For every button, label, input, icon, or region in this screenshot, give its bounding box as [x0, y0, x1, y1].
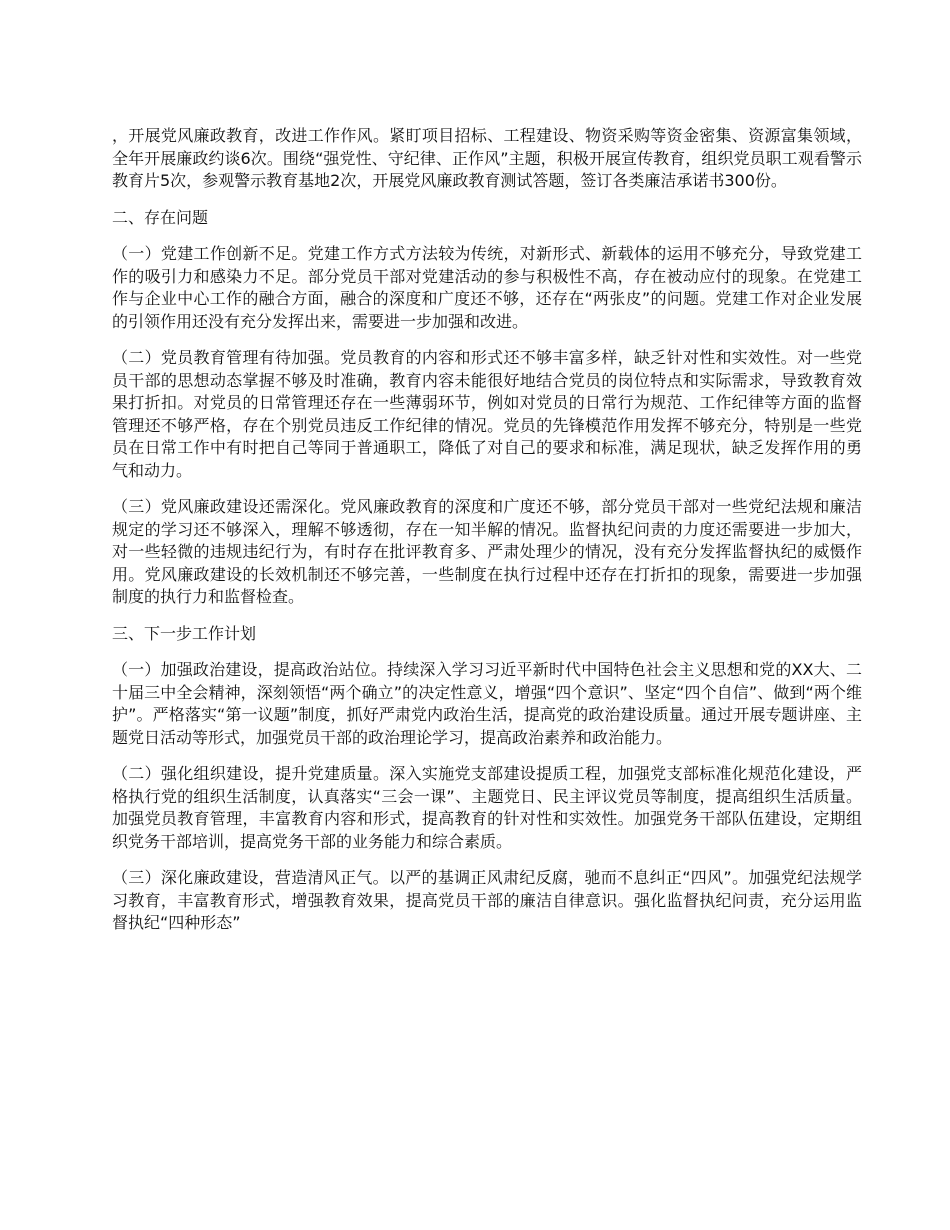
section-heading-problems: 二、存在问题	[112, 207, 209, 227]
plan-paragraph-2: （二）强化组织建设，提升党建质量。深入实施党支部建设提质工程，加强党支部标准化规范化建设，严格执行党的组织生活制度，认真落实“三会一课”、主题党日、民主评议党员等制度，提高组织生活质量。加强党员教育管理，丰富教育内容和形式，提高教育的针对性和实效性。加强党务干部队伍建设，定期组织党务干部培训，提高党务干部的业务能力和综合素质。	[112, 764, 862, 851]
problem-paragraph-1: （一）党建工作创新不足。党建工作方式方法较为传统，对新形式、新载体的运用不够充分，导致党建工作的吸引力和感染力不足。部分党员干部对党建活动的参与积极性不高，存在被动应付的现象。在党建工作与企业中心工作的融合方面，融合的深度和广度还不够，还存在“两张皮”的问题。党建工作对企业发展的引领作用还没有充分发挥出来，需要进一步加强和改进。	[112, 244, 862, 331]
problem-paragraph-3: （三）党风廉政建设还需深化。党风廉政教育的深度和广度还不够，部分党员干部对一些党纪法规和廉洁规定的学习还不够深入，理解不够透彻，存在一知半解的情况。监督执纪问责的力度还需要进一步加大，对一些轻微的违规违纪行为，有时存在批评教育多、严肃处理少的情况，没有充分发挥监督执纪的威慑作用。党风廉政建设的长效机制还不够完善，一些制度在执行过程中还存在打折扣的现象，需要进一步加强制度的执行力和监督检查。	[112, 497, 862, 606]
document-page	[112, 125, 862, 949]
plan-paragraph-1: （一）加强政治建设，提高政治站位。持续深入学习习近平新时代中国特色社会主义思想和党的XX大、二十届三中全会精神，深刻领悟“两个确立”的决定性意义，增强“四个意识”、坚定“四个自信”、做到“两个维护”。严格落实“第一议题”制度，抓好严肃党内政治生活，提高党的政治建设质量。通过开展专题讲座、主题党日活动等形式，加强党员干部的政治理论学习，提高政治素养和政治能力。	[112, 660, 862, 747]
intro-paragraph: ，开展党风廉政教育，改进工作作风。紧盯项目招标、工程建设、物资采购等资金密集、资源富集领域，全年开展廉政约谈6次。围绕“强党性、守纪律、正作风”主题，积极开展宣传教育，组织党员职工观看警示教育片5次，参观警示教育基地2次，开展党风廉政教育测试答题，签订各类廉洁承诺书300份。	[112, 126, 862, 190]
problem-paragraph-2: （二）党员教育管理有待加强。党员教育的内容和形式还不够丰富多样，缺乏针对性和实效性。对一些党员干部的思想动态掌握不够及时准确，教育内容未能很好地结合党员的岗位特点和实际需求，导致教育效果打折扣。对党员的日常管理还存在一些薄弱环节，例如对党员的日常行为规范、工作纪律等方面的监督管理还不够严格，存在个别党员违反工作纪律的情况。党员的先锋模范作用发挥不够充分，特别是一些党员在日常工作中有时把自己等同于普通职工，降低了对自己的要求和标准，满足现状，缺乏发挥作用的勇气和动力。	[112, 348, 862, 480]
plan-paragraph-3: （三）深化廉政建设，营造清风正气。以严的基调正风肃纪反腐，驰而不息纠正“四风”。加强党纪法规学习教育，丰富教育形式，增强教育效果，提高党员干部的廉洁自律意识。强化监督执纪问责，充分运用监督执纪“四种形态”	[112, 868, 862, 932]
section-heading-plan: 三、下一步工作计划	[112, 623, 257, 643]
